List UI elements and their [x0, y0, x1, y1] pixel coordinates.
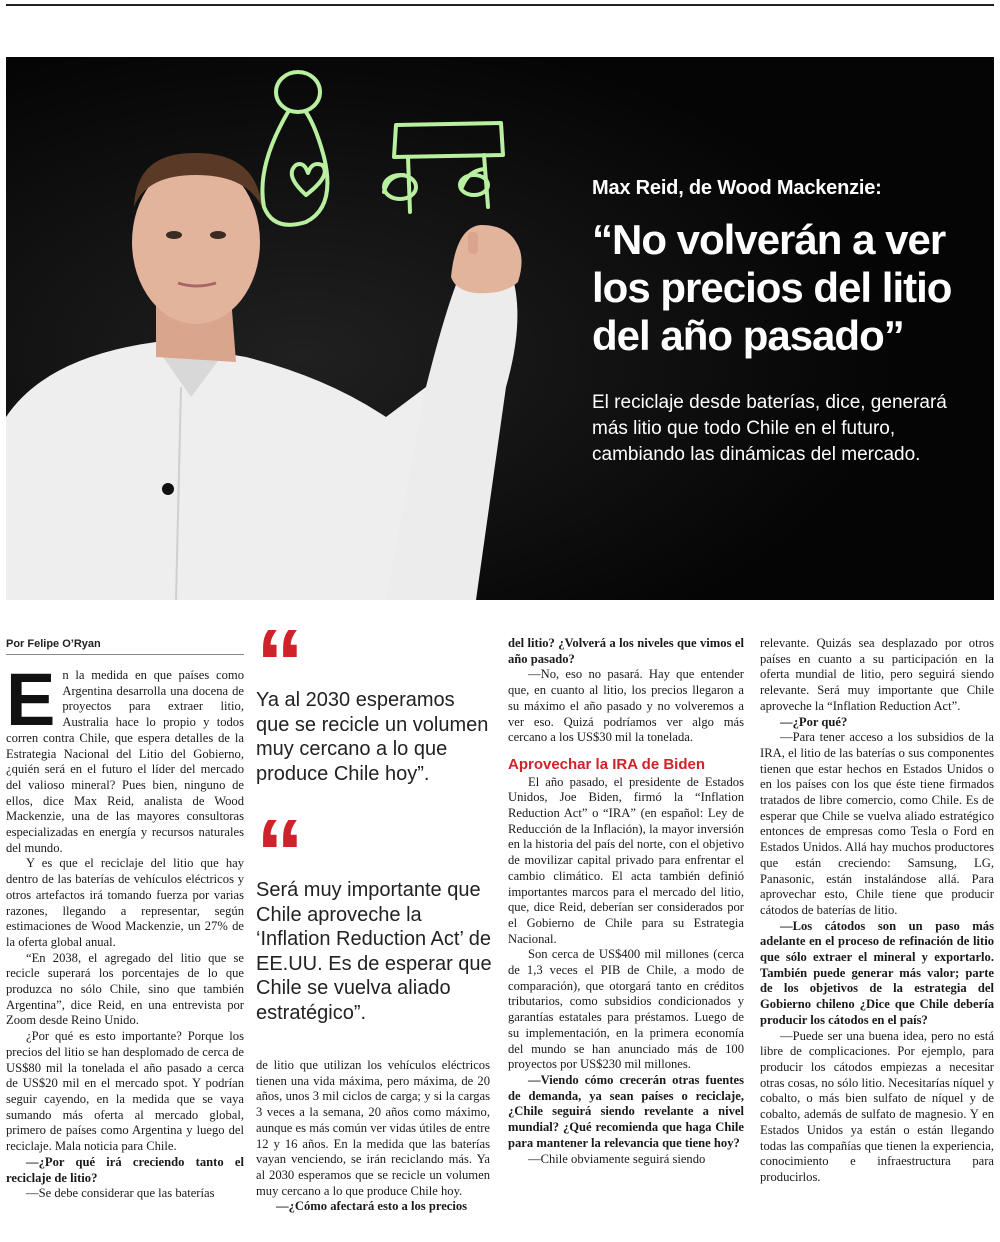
drop-cap: E — [6, 658, 56, 741]
interview-answer: —Chile obviamente seguirá siendo — [528, 1151, 706, 1166]
paragraph: El año pasado, el presidente de Estados Unidos, Joe Biden, firmó la “Inflation Reduction Act” o “IRA” (en español: Ley de Reducción de la Inflación), la mayor inversión en la historia del país del norte, con el objetivo de movilizar capital privado para enfrentar el cambio climático. El acta también definió importantes marcos para el mercado del litio, que, dice Reid, deberían ser considerados por el Gobierno de Chile para su Estrategia Nacional. — [508, 774, 744, 946]
byline: Por Felipe O’Ryan — [6, 638, 101, 650]
pull-quote-1 — [256, 610, 492, 786]
hero-photo — [6, 57, 994, 600]
interview-answer: —No, eso no pasará. Hay que entender que, en cuanto al litio, los precios llegaron a su máximo el año pasado y no volveremos a ver eso. Quizá podríamos ver algo más cercano a los US$30 mil la tonelada. — [508, 667, 744, 745]
interview-question: —¿Por qué? — [780, 714, 848, 729]
interview-answer: —Puede ser una buena idea, pero no está libre de complicaciones. Por ejemplo, para producir los cátodos empiezas a necesitar otras cosas, no sólo litio. Necesitarías níquel y cobalto, o más bien sulfato de níquel y de cobalto, además de sulfato de magnesio. Y en Estados Unidos ya están o están llegando todas las compañías que tienen la experiencia, conocimiento e infraestructura para producirlos. — [760, 1028, 994, 1184]
quote-mark-icon: “ — [256, 800, 304, 907]
paragraph: de litio que utilizan los vehículos eléctricos tienen una vida máxima, pero máxima, de 20 años, unos 3 mil ciclos de carga; y si la cargas 3 veces a la semana, 20 años como máximo, aunque es más común ver vidas útiles de entre 12 y 16 años. En la medida que las baterías vayan venciendo, se irán reciclando más. Ya al 2030 esperamos que se recicle un volumen muy cercano a lo que produce Chile hoy. — [256, 1058, 490, 1198]
top-rule — [6, 4, 994, 6]
paragraph: relevante. Quizás sea desplazado por otros países en cuanto a su participación en la oferta mundial de litio, pero seguirá siendo relevante. Será muy importante que Chile aproveche la “Inflation Reduction Act”. — [760, 636, 994, 713]
quote-mark-icon: “ — [256, 610, 304, 717]
interview-question: —¿Por qué irá creciendo tanto el reciclaje de litio? — [6, 1154, 244, 1185]
column-3 — [508, 636, 744, 1167]
pull-quote-2 — [256, 800, 492, 1025]
hero-text — [592, 177, 982, 468]
interview-question: —Los cátodos son un paso más adelante en el proceso de refinación de litio que sólo extraer el mineral y exportarlo. También puede generar más valor; parte de los objetivos de la estrategia del Gobierno chileno ¿Dice que Chile debería producir los cátodos en el país? — [760, 918, 994, 1027]
pull-quote-text: Ya al 2030 esperamos que se recicle un volumen muy cercano a lo que produce Chile hoy”. — [256, 689, 489, 785]
interview-question: —¿Cómo afectará esto a los precios — [276, 1199, 468, 1214]
paragraph: En la medida en que países como Argentina desarrolla una docena de proyectos para extraer litio, Australia hace lo propio y todos corren contra Chile, que espera detalles de la Estrategia Nacional del Litio del Gobierno, ¿quién será en el futuro el líder del mercado del valioso mineral? Pues bien, ninguno de ellos, dice Max Reid, analista de Wood Mackenzie, una de las mayores consultoras especializadas en energía y recursos naturales del mundo. — [6, 658, 244, 855]
interview-answer: —Para tener acceso a los subsidios de la IRA, el litio de las baterías o sus componentes tienen que estar hechos en Estados Unidos o en los países con los que éste tiene firmados tratados de libre comercio, como Chile. Es de esperar que Chile se vuelva aliado estratégico entonces de empresas como Tesla o Ford en Estados Unidos. Allá hay muchos productores que están creciendo: Samsung, LG, Panasonic, están instalándose allá. Para aprovechar esto, Chile tiene que producir cátodos de baterías de litio. — [760, 730, 994, 917]
pull-quote-text: Será muy importante que Chile aproveche la ‘Inflation Reduction Act’ de EE.UU. Es de esperar que Chile se vuelva aliado estratégico”. — [256, 879, 492, 1024]
kicker: Max Reid, de Wood Mackenzie: — [592, 177, 882, 199]
column-2 — [256, 1058, 490, 1215]
section-subhead: Aprovechar la IRA de Biden — [508, 755, 705, 773]
headline: “No volverán a ver los precios del litio del año pasado” — [592, 216, 952, 359]
column-4 — [760, 636, 994, 1186]
paragraph: Y es que el reciclaje del litio que hay dentro de las baterías de vehículos eléctricos y otros artefactos irá tomando fuerza por varias razones, llegando a representar, según estimaciones de Wood Mackenzie, un 27% de la oferta global anual. — [6, 856, 244, 949]
paragraph: Son cerca de US$400 mil millones (cerca de 1,3 veces el PIB de Chile, a modo de comparación), que otorgará tanto en créditos tributarios, como subsidios condicionados y garantías estatales para préstamos. Luego de su implementación, en la primera economía del mundo se han anunciado más de 100 proyectos por US$230 mil millones. — [508, 947, 744, 1072]
interview-answer: —Se debe considerar que las baterías — [26, 1186, 215, 1201]
interview-question: —Viendo cómo crecerán otras fuentes de demanda, ya sean países o reciclaje, ¿Chile seguirá siendo revelante a nivel mundial? ¿Qué recomienda que haga Chile para mantener la relevancia que tiene hoy? — [508, 1072, 744, 1150]
paragraph: ¿Por qué es esto importante? Porque los precios del litio se han desplomado de cerca de US$80 mil la tonelada el año pasado a cerca de US$20 mil en el mercado spot. Y podrían seguir cayendo, en la medida que se vaya sumando más oferta al mercado global, primero de países como Argentina y luego del reciclaje. Mala noticia para Chile. — [6, 1029, 244, 1154]
column-1 — [6, 658, 244, 1202]
deck: El reciclaje desde baterías, dice, generará más litio que todo Chile en el futuro, cambiando las dinámicas del mercado. — [592, 392, 947, 465]
interview-question: del litio? ¿Volverá a los niveles que vimos el año pasado? — [508, 636, 744, 666]
paragraph: “En 2038, el agregado del litio que se recicle superará los porcentajes de lo que produzca no sólo Chile, sino que también Argentina”, dice Reid, en una entrevista por Zoom desde Reino Unido. — [6, 950, 244, 1028]
byline-rule — [6, 654, 244, 655]
